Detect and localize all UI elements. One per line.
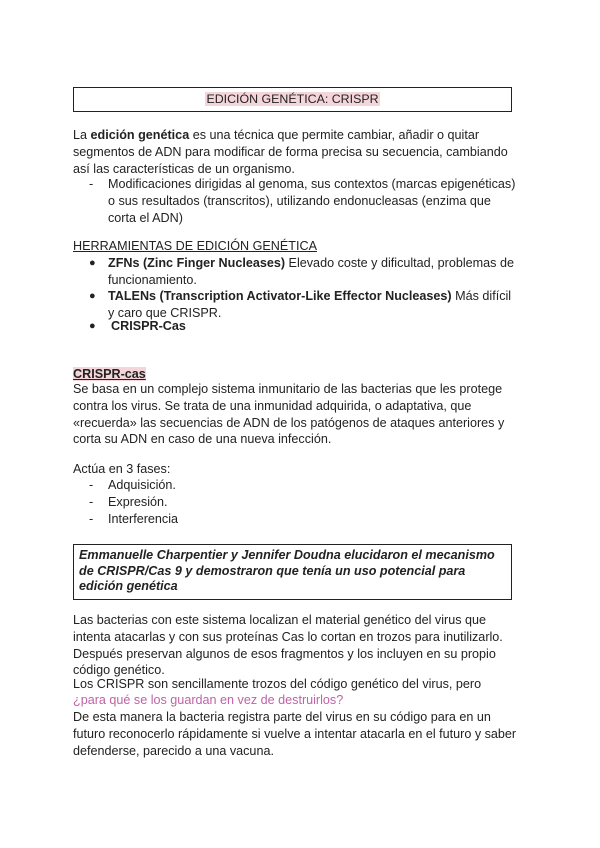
dash-marker: -	[89, 512, 94, 526]
phase-item	[89, 494, 519, 511]
phase-text: Expresión.	[108, 495, 168, 509]
answer-paragraph: De esta manera la bacteria registra parte del virus en su código para en un futuro reconocerlo rápidamente si vuelve a intentar atacarla en el futuro y saber defenderse, parecido a una vacuna.	[73, 710, 517, 758]
final-line: Los CRISPR son sencillamente trozos del código genético del virus, pero	[73, 677, 482, 691]
tool-name: TALENs (Transcription Activator-Like Effector Nucleases)	[108, 289, 452, 303]
bacteria-paragraph: Las bacterias con este sistema localizan el material genético del virus que intenta atacarlas y con sus proteínas Cas lo cortan en trozos para inutilizarlo. Después preservan algunos de esos fragmentos y los incluyen en su propio código genético.	[73, 613, 503, 678]
intro-paragraph	[73, 127, 518, 177]
crispr-cas-heading-text: CRISPR-cas	[73, 367, 146, 381]
phase-text: Adquisición.	[108, 478, 176, 492]
tool-item-crispr	[89, 318, 519, 335]
dash-marker: -	[89, 177, 94, 191]
bullet-marker: ●	[89, 257, 96, 269]
bullet-marker: ●	[89, 290, 96, 302]
quote-box: Emmanuelle Charpentier y Jennifer Doudna elucidaron el mecanismo de CRISPR/Cas 9 y demostraron que tenía un uso potencial para edición genética	[73, 544, 512, 600]
phases-intro: Actúa en 3 fases:	[73, 462, 171, 476]
phase-text: Interferencia	[108, 512, 179, 526]
list-item-text: Modificaciones dirigidas al genoma, sus contextos (marcas epigenéticas) o sus resultados (transcritos), utilizando endonucleasas (enzima que corta el ADN)	[108, 177, 516, 225]
tool-item-talen	[89, 288, 519, 322]
intro-post: es una técnica que permite cambiar, añadir o quitar segmentos de ADN para modificar de forma precisa su secuencia, cambiando así las características de un organismo.	[73, 128, 508, 176]
bullet-marker: ●	[89, 320, 96, 332]
tool-description: Elevado coste y dificultad, problemas de funcionamiento.	[108, 256, 514, 287]
list-item	[89, 176, 519, 226]
phase-item	[89, 477, 519, 494]
tool-description: Más difícil y caro que CRISPR.	[108, 289, 512, 320]
question-line: ¿para qué se los guardan en vez de destruirlos?	[73, 693, 344, 707]
crispr-cas-body: Se basa en un complejo sistema inmunitario de las bacterias que les protege contra los virus. Se trata de una inmunidad adquirida, o adaptativa, que «recuerda» las secuencias de ADN de los patógenos de ataques anteriores y corta su ADN en caso de una nueva infección.	[73, 382, 505, 447]
tools-heading: HERRAMIENTAS DE EDICIÓN GENÉTICA	[73, 239, 317, 253]
dash-marker: -	[89, 495, 94, 509]
page-title: EDICIÓN GENÉTICA: CRISPR	[206, 92, 379, 106]
phase-item	[89, 511, 519, 528]
tool-name: ZFNs (Zinc Finger Nucleases)	[108, 256, 286, 270]
tool-name: CRISPR-Cas	[111, 319, 186, 333]
title-box	[73, 87, 512, 112]
dash-marker: -	[89, 478, 94, 492]
tool-item-zfn	[89, 255, 519, 289]
intro-bold-term: edición genética	[90, 128, 190, 142]
intro-pre: La	[73, 128, 91, 142]
